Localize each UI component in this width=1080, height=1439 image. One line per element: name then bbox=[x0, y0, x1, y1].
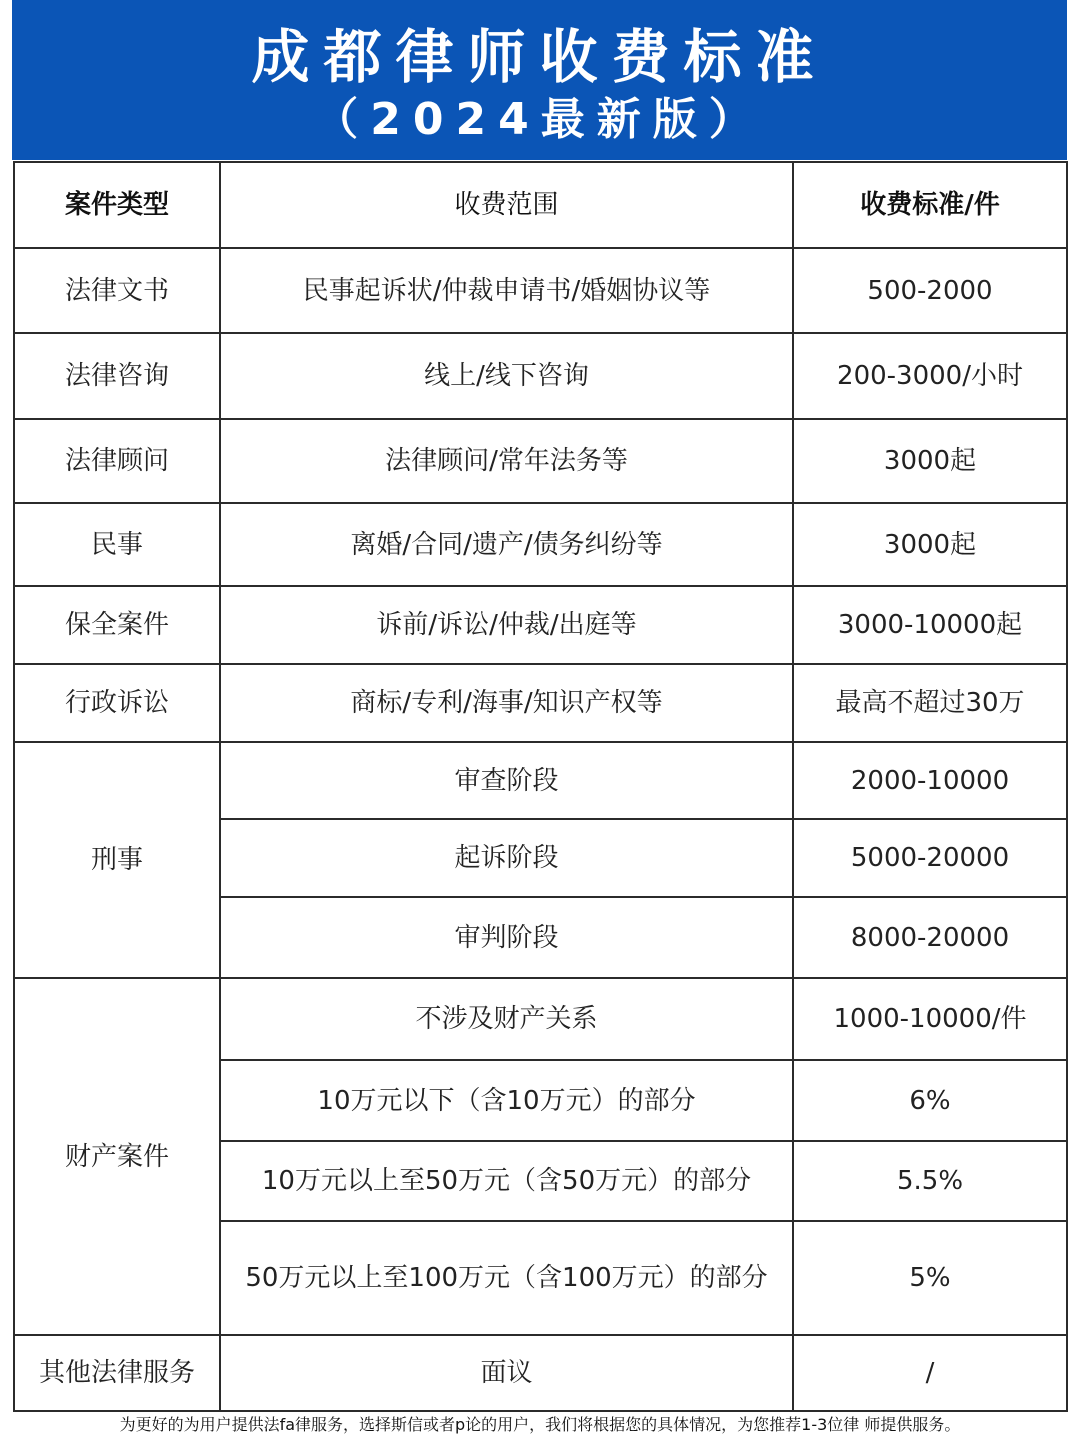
scope-cell: 起诉阶段 bbox=[220, 819, 793, 897]
table-row bbox=[14, 1335, 1067, 1411]
table-header-row bbox=[14, 162, 1067, 248]
header-banner bbox=[12, 0, 1067, 160]
scope-cell: 10万元以上至50万元（含50万元）的部分 bbox=[220, 1141, 793, 1221]
scope-cell: 50万元以上至100万元（含100万元）的部分 bbox=[220, 1221, 793, 1335]
case-type-cell-property: 财产案件 bbox=[14, 978, 220, 1335]
fee-cell: 3000-10000起 bbox=[793, 586, 1067, 664]
table-row bbox=[14, 742, 1067, 819]
fee-cell: 5000-20000 bbox=[793, 819, 1067, 897]
scope-cell: 诉前/诉讼/仲裁/出庭等 bbox=[220, 586, 793, 664]
scope-cell: 审查阶段 bbox=[220, 742, 793, 819]
fee-cell: 5.5% bbox=[793, 1141, 1067, 1221]
fee-cell: 3000起 bbox=[793, 503, 1067, 586]
case-type-cell: 民事 bbox=[14, 503, 220, 586]
fee-table bbox=[13, 161, 1068, 1412]
fee-cell: 2000-10000 bbox=[793, 742, 1067, 819]
table-row bbox=[14, 333, 1067, 419]
fee-cell: 3000起 bbox=[793, 419, 1067, 503]
scope-cell: 审判阶段 bbox=[220, 897, 793, 978]
scope-cell: 线上/线下咨询 bbox=[220, 333, 793, 419]
scope-cell: 不涉及财产关系 bbox=[220, 978, 793, 1060]
table-row bbox=[14, 586, 1067, 664]
column-header-type: 案件类型 bbox=[14, 162, 220, 248]
column-header-fee: 收费标准/件 bbox=[793, 162, 1067, 248]
fee-cell: 1000-10000/件 bbox=[793, 978, 1067, 1060]
scope-cell: 面议 bbox=[220, 1335, 793, 1411]
fee-cell: 最高不超过30万 bbox=[793, 664, 1067, 742]
table-row bbox=[14, 664, 1067, 742]
fee-cell: / bbox=[793, 1335, 1067, 1411]
footer-note: 为更好的为用户提供法fa律服务，选择斯信或者p论的用户，我们将根据您的具体情况，为您推荐1-3位律 师提供服务。 bbox=[119, 1415, 961, 1434]
page-title: 成都律师收费标准 bbox=[251, 23, 828, 91]
case-type-cell: 其他法律服务 bbox=[14, 1335, 220, 1411]
case-type-cell: 法律咨询 bbox=[14, 333, 220, 419]
fee-cell: 5% bbox=[793, 1221, 1067, 1335]
table-row bbox=[14, 248, 1067, 333]
fee-cell: 8000-20000 bbox=[793, 897, 1067, 978]
scope-cell: 民事起诉状/仲裁申请书/婚姻协议等 bbox=[220, 248, 793, 333]
column-header-scope: 收费范围 bbox=[220, 162, 793, 248]
scope-cell: 商标/专利/海事/知识产权等 bbox=[220, 664, 793, 742]
case-type-cell: 法律文书 bbox=[14, 248, 220, 333]
case-type-cell-criminal: 刑事 bbox=[14, 742, 220, 978]
scope-cell: 10万元以下（含10万元）的部分 bbox=[220, 1060, 793, 1141]
page-subtitle: （2024最新版） bbox=[314, 94, 765, 145]
case-type-cell: 行政诉讼 bbox=[14, 664, 220, 742]
fee-cell: 6% bbox=[793, 1060, 1067, 1141]
table-row bbox=[14, 978, 1067, 1060]
case-type-cell: 保全案件 bbox=[14, 586, 220, 664]
fee-cell: 200-3000/小时 bbox=[793, 333, 1067, 419]
table-row bbox=[14, 503, 1067, 586]
case-type-cell: 法律顾问 bbox=[14, 419, 220, 503]
table-row bbox=[14, 419, 1067, 503]
scope-cell: 离婚/合同/遗产/债务纠纷等 bbox=[220, 503, 793, 586]
fee-cell: 500-2000 bbox=[793, 248, 1067, 333]
scope-cell: 法律顾问/常年法务等 bbox=[220, 419, 793, 503]
